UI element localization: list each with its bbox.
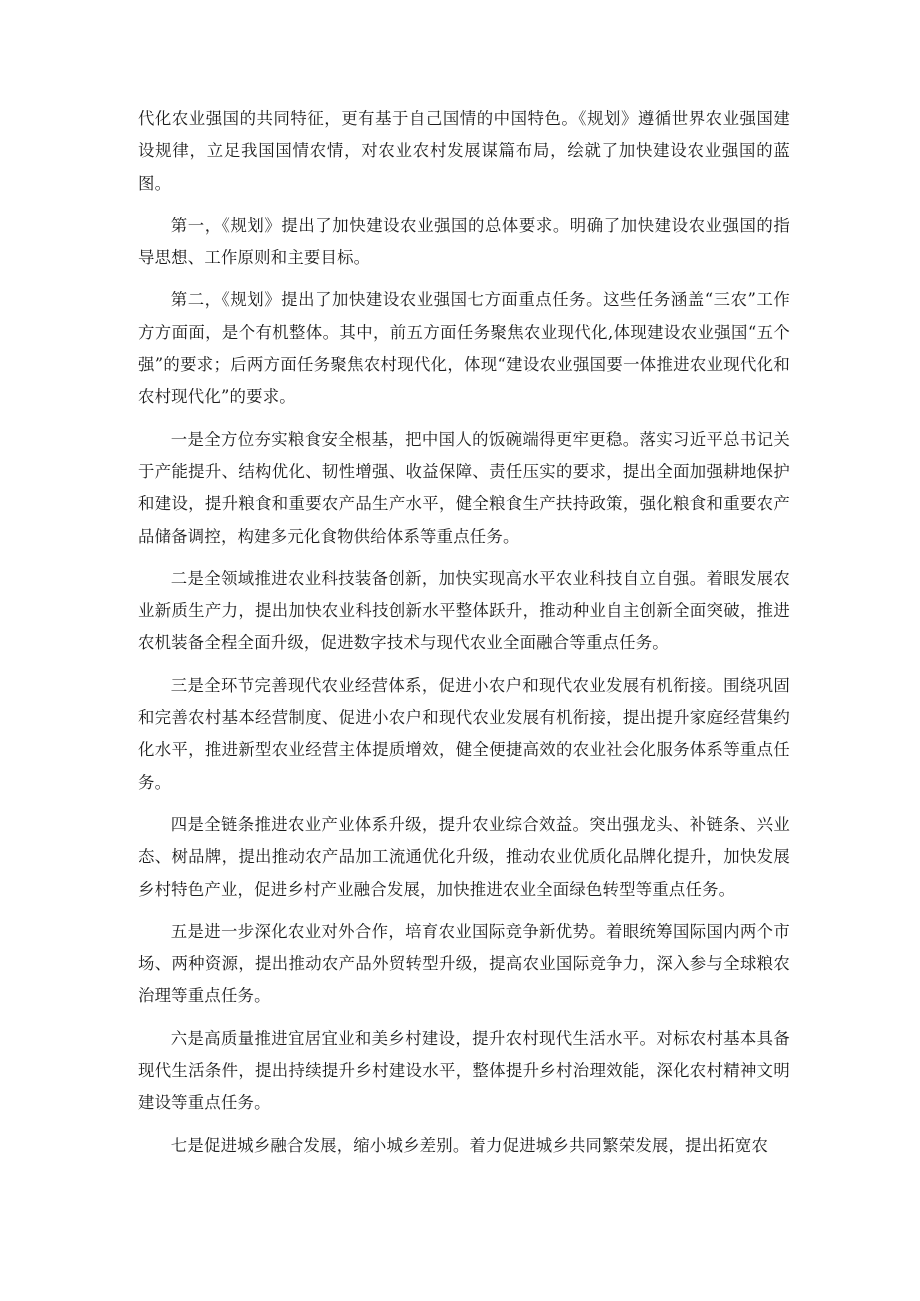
- paragraph-first-requirement: 第一，《规划》提出了加快建设农业强国的总体要求。明确了加快建设农业强国的指导思想、工作原则和主要目标。: [138, 215, 790, 268]
- document-body: [138, 103, 790, 1172]
- paragraph-continuation: 代化农业强国的共同特征，更有基于自己国情的中国特色。《规划》遵循世界农业强国建设规律，立足我国国情农情，对农业农村发展谋篇布局，绘就了加快建设农业强国的蓝图。: [138, 109, 790, 193]
- paragraph-task-3-management: 三是全环节完善现代农业经营体系，促进小农户和现代农业发展有机衔接。围绕巩固和完善农村基本经营制度、促进小农户和现代农业发展有机衔接，提出提升家庭经营集约化水平，推进新型农业经营主体提质增效，健全便捷高效的农业社会化服务体系等重点任务。: [138, 675, 790, 792]
- paragraph-task-4-industry: 四是全链条推进农业产业体系升级，提升农业综合效益。突出强龙头、补链条、兴业态、树品牌，提出推动农产品加工流通优化升级，推动农业优质化品牌化提升，加快发展乡村特色产业，促进乡村产业融合发展，加快推进农业全面绿色转型等重点任务。: [138, 814, 790, 899]
- paragraph-task-5-international: 五是进一步深化农业对外合作，培育农业国际竞争新优势。着眼统筹国际国内两个市场、两种资源，提出推动农产品外贸转型升级，提高农业国际竞争力，深入参与全球粮农治理等重点任务。: [138, 921, 790, 1006]
- paragraph-task-6-rural-living: 六是高质量推进宜居宜业和美乡村建设，提升农村现代生活水平。对标农村基本具备现代生活条件，提出持续提升乡村建设水平，整体提升乡村治理效能，深化农村精神文明建设等重点任务。: [138, 1028, 790, 1113]
- paragraph-second-tasks: 第二，《规划》提出了加快建设农业强国七方面重点任务。这些任务涵盖“三农”工作方方面面，是个有机整体。其中，前五方面任务聚焦农业现代化,体现建设农业强国“五个强”的要求；后两方面任务聚焦农村现代化，体现“建设农业强国要一体推进农业现代化和农村现代化”的要求。: [138, 290, 790, 407]
- paragraph-task-1-food-security: 一是全方位夯实粮食安全根基，把中国人的饭碗端得更牢更稳。落实习近平总书记关于产能提升、结构优化、韧性增强、收益保障、责任压实的要求，提出全面加强耕地保护和建设，提升粮食和重要农产品生产水平，健全粮食生产扶持政策，强化粮食和重要农产品储备调控，构建多元化食物供给体系等重点任务。: [138, 429, 790, 546]
- paragraph-task-2-technology: 二是全领域推进农业科技装备创新，加快实现高水平农业科技自立自强。着眼发展农业新质生产力，提出加快农业科技创新水平整体跃升，推动种业自主创新全面突破，推进农机装备全程全面升级，促进数字技术与现代农业全面融合等重点任务。: [138, 568, 790, 653]
- paragraph-task-7-urban-rural: 七是促进城乡融合发展，缩小城乡差别。着力促进城乡共同繁荣发展，提出拓宽农: [170, 1135, 769, 1155]
